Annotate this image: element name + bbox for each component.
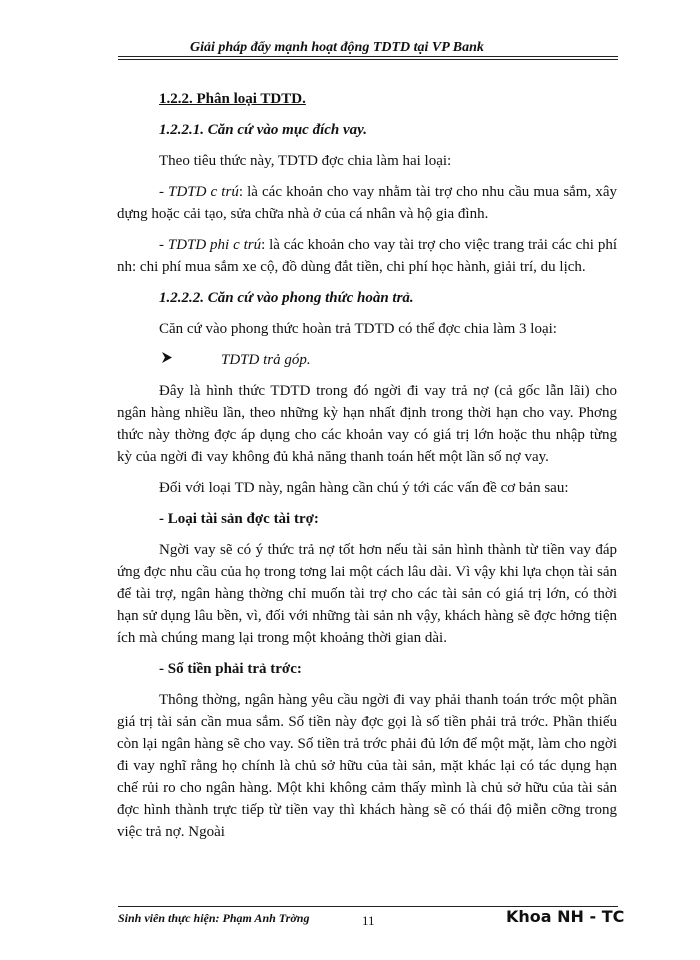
subsection-heading-1-2-2-2: 1.2.2.2. Căn cứ vào phong thức hoàn trả. [159, 290, 414, 306]
bullet-text-tra-gop: TDTD trả góp. [221, 352, 311, 368]
paragraph-doi-voi: Đối với loại TD này, ngân hàng cần chú ý tới các vấn đề cơ bản sau: [159, 480, 569, 496]
page-number: 11 [362, 913, 375, 928]
subheading-so-tien: - Số tiền phải trả trớc: [159, 661, 302, 677]
paragraph-phi-cu-tru [117, 234, 617, 278]
section-heading-1-2-2: 1.2.2. Phân loại TDTD. [159, 91, 306, 107]
text-phi-cu-tru: : là các khoản cho vay tài trợ cho việc trang trải các chi phí nh: chi phí mua sắm xe cộ, đồ dùng đắt tiền, chi phí học hành, giải trí, du lịch. [117, 237, 617, 275]
paragraph-cu-tru [117, 181, 617, 225]
subsection-heading-1-2-2-1: 1.2.2.1. Căn cứ vào mục đích vay. [159, 122, 367, 138]
paragraph-intro: Theo tiêu thức này, TDTD đợc chia làm hai loại: [159, 153, 452, 169]
arrowhead-bullet-icon [161, 349, 181, 371]
header-rule [118, 56, 618, 57]
term-cu-tru: - TDTD c trú [159, 184, 239, 200]
subheading-loai-tai-san: - Loại tài sản đợc tài trợ: [159, 511, 319, 527]
paragraph-loai-tai-san: Ngời vay sẽ có ý thức trả nợ tốt hơn nếu tài sản hình thành từ tiền vay đáp ứng đợc nhu cầu của họ trong tơng lai một cách lâu dài. Vì vậy khi lựa chọn tài sản để tài trợ, ngân hàng thờng chỉ muốn tài trợ cho các tài sản có giá trị lớn, có thời hạn sử dụng lâu bền, vì, đối với những tài sản nh vậy, khách hàng sẽ đợc hởng tiện ích mà chúng mang lại trong một khoảng thời gian dài. [117, 542, 617, 646]
header-rule-double [118, 59, 618, 60]
paragraph-so-tien: Thông thờng, ngân hàng yêu cầu ngời đi vay phải thanh toán trớc một phần giá trị tài sản cần mua sắm. Số tiền này đợc gọi là số tiền phải trả trớc. Phần thiếu còn lại ngân hàng sẽ cho vay. Số tiền trả trớc phải đủ lớn để một mặt, làm cho ngời đi vay nghĩ rằng họ chính là chủ sở hữu của tài sản, mặt khác lại có tác dụng hạn chế rủi ro cho ngân hàng. Một khi không cảm thấy mình là chủ sở hữu của tài sản đợc hình thành trực tiếp từ tiền vay thì khách hàng sẽ có thái độ miễn cỡng trong việc trả nợ. Ngoài [117, 692, 617, 840]
paragraph-tra-gop: Đây là hình thức TDTD trong đó ngời đi vay trả nợ (cả gốc lẫn lãi) cho ngân hàng nhiều lần, theo những kỳ hạn nhất định trong thời hạn cho vay. Phơng thức này thờng đợc áp dụng cho các khoản vay có giá trị lớn hoặc thu nhập từng kỳ của ngời đi vay không đủ khả năng thanh toán hết một lần số nợ vay. [117, 383, 617, 465]
header-title: Giải pháp đẩy mạnh hoạt động TDTD tại VP Bank [190, 40, 484, 55]
footer-author: Sinh viên thực hiện: Phạm Anh Trờng [118, 911, 310, 925]
page-content [117, 88, 617, 843]
paragraph-phong-thuc: Căn cứ vào phong thức hoàn trả TDTD có thể đợc chia làm 3 loại: [159, 321, 557, 337]
bullet-item-tra-gop [161, 349, 617, 371]
footer-department: Khoa NH - TC [506, 907, 625, 926]
text-cu-tru: : là các khoản cho vay nhằm tài trợ cho nhu cầu mua sắm, xây dựng hoặc cải tạo, sửa chữa nhà ở của cá nhân và hộ gia đình. [117, 184, 617, 222]
term-phi-cu-tru: - TDTD phi c trú [159, 237, 262, 253]
